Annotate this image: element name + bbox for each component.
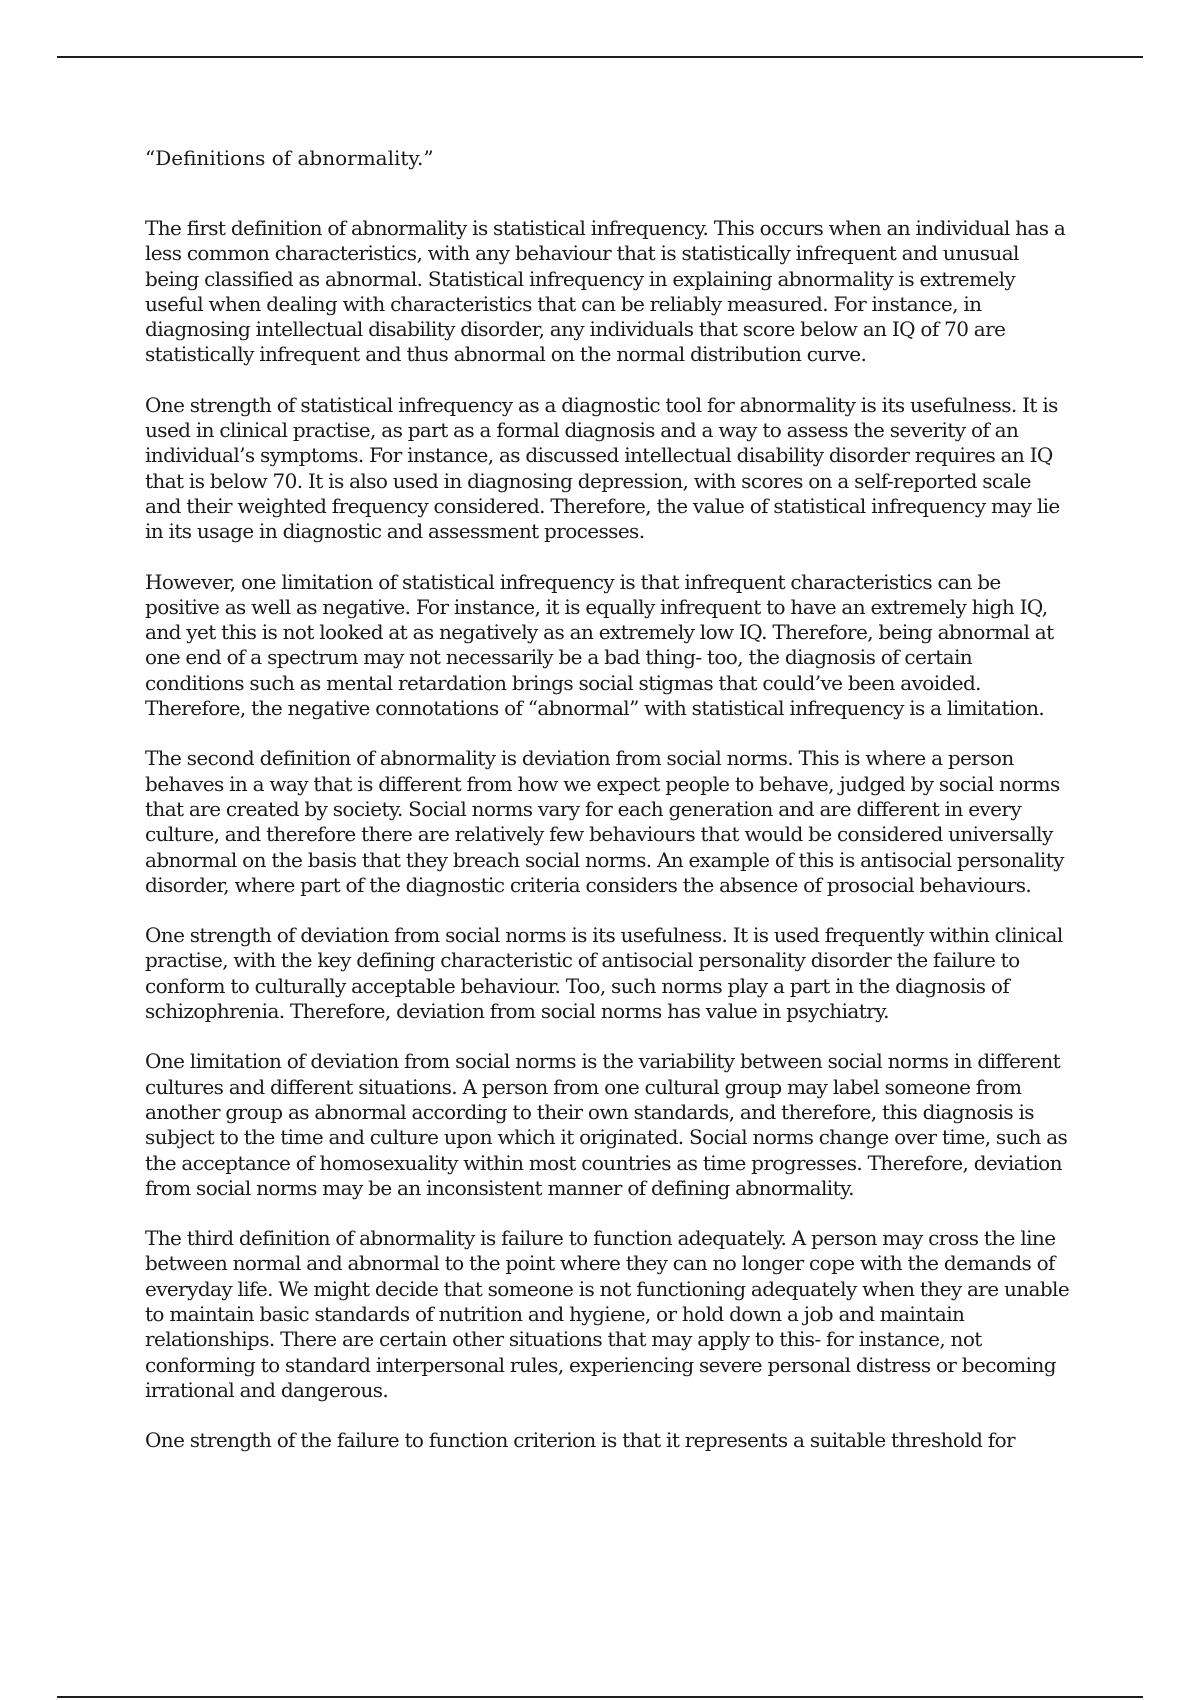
- paragraph-statistical-infrequency-strength: One strength of statistical infrequency as a diagnostic tool for abnormality is its usefulness. It is used in clinical practise, as part as a formal diagnosis and a way to assess the severity of an individual’s symptoms. For instance, as discussed intellectual disability disorder requires an IQ that is below 70. It is also used in diagnosing depression, with scores on a self-reported scale and their weighted frequency considered. Therefore, the value of statistical infrequency may lie in its usage in diagnostic and assessment processes.: [145, 392, 1060, 544]
- paragraph-failure-to-function-definition: The third definition of abnormality is failure to function adequately. A person may cross the line between normal and abnormal to the point where they can no longer cope with the demands of everyday life. We might decide that someone is not functioning adequately when they are unable to maintain basic standards of nutrition and hygiene, or hold down a job and maintain relationships. There are certain other situations that may apply to this- for instance, not conforming to standard interpersonal rules, experiencing severe personal distress or becoming irrational and dangerous.: [145, 1226, 1070, 1402]
- paragraph-statistical-infrequency-definition: The first definition of abnormality is statistical infrequency. This occurs when an individual has a less common characteristics, with any behaviour that is statistically infrequent and unusual being classified as abnormal. Statistical infrequency in explaining abnormality is extremely useful when dealing with characteristics that can be reliably measured. For instance, in diagnosing intellectual disability disorder, any individuals that score below an IQ of 70 are statistically infrequent and thus abnormal on the normal distribution curve.: [145, 216, 1066, 367]
- paragraph-statistical-infrequency-limitation: However, one limitation of statistical infrequency is that infrequent characteristics can be positive as well as negative. For instance, it is equally infrequent to have an extremely high IQ, and yet this is not looked at as negatively as an extremely low IQ. Therefore, being abnormal at one end of a spectrum may not necessarily be a bad thing- too, the diagnosis of certain conditions such as mental retardation brings social stigmas that could’ve been avoided. Therefore, the negative connotations of “abnormal” with statistical infrequency is a limitation.: [145, 569, 1054, 721]
- paragraph-social-norms-limitation: One limitation of deviation from social norms is the variability between social norms in different cultures and different situations. A person from one cultural group may label someone from another group as abnormal according to their own standards, and therefore, this diagnosis is subject to the time and culture upon which it originated. Social norms change over time, such as the acceptance of homosexuality within most countries as time progresses. Therefore, deviation from social norms may be an inconsistent manner of defining abnormality.: [145, 1049, 1068, 1200]
- document-title: “Definitions of abnormality.”: [145, 146, 434, 170]
- paragraph-failure-to-function-strength: One strength of the failure to function criterion is that it represents a suitable threshold for: [145, 1428, 1015, 1453]
- top-divider: [57, 56, 1143, 58]
- paragraph-social-norms-definition: The second definition of abnormality is deviation from social norms. This is where a person behaves in a way that is different from how we expect people to behave, judged by social norms that are created by society. Social norms vary for each generation and are different in every culture, and therefore there are relatively few behaviours that would be considered universally abnormal on the basis that they breach social norms. An example of this is antisocial personality disorder, where part of the diagnostic criteria considers the absence of prosocial behaviours.: [145, 746, 1064, 897]
- paragraph-social-norms-strength: One strength of deviation from social norms is its usefulness. It is used frequently within clinical practise, with the key defining characteristic of antisocial personality disorder the failure to conform to culturally acceptable behaviour. Too, such norms play a part in the diagnosis of schizophrenia. Therefore, deviation from social norms has value in psychiatry.: [145, 923, 1063, 1024]
- document-body: [145, 145, 1070, 1478]
- bottom-divider: [57, 1696, 1143, 1698]
